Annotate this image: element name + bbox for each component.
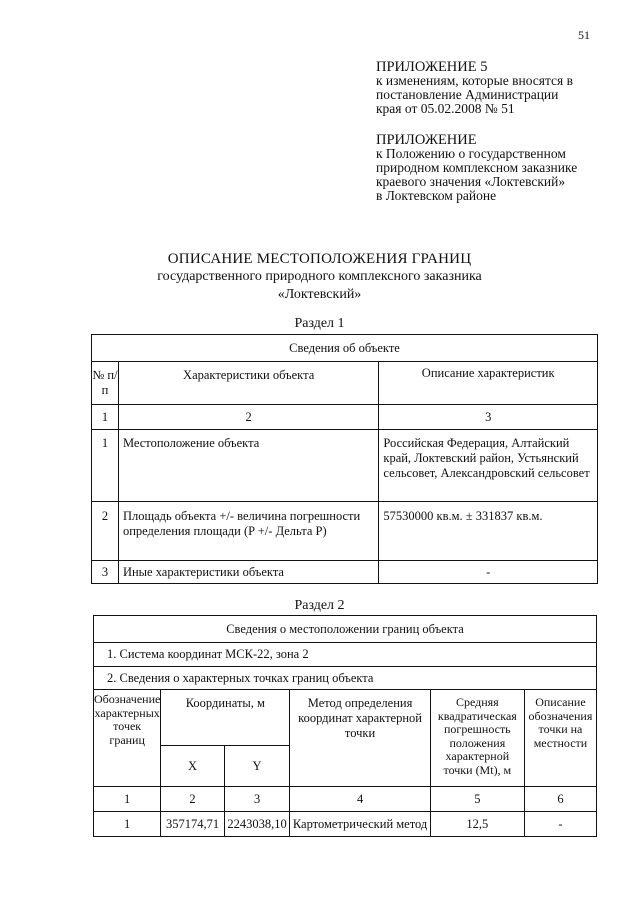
row-number: 1 [92, 430, 119, 502]
table-row [92, 502, 598, 561]
point-description: - [524, 812, 596, 837]
mean-error: 12,5 [430, 812, 524, 837]
section-2-label: Раздел 2 [294, 598, 345, 613]
annex-5-block [376, 60, 573, 116]
column-index: 2 [118, 405, 378, 430]
column-index: 1 [94, 787, 161, 812]
characteristic: Иные характеристики объекта [118, 561, 378, 584]
characteristic-value: Российская Федерация, Алтайский край, Локтевский район, Устьянский сельсовет, Александровский сельсовет [379, 430, 598, 502]
column-header-number: № п/п [92, 362, 119, 405]
characteristic-value: 57530000 кв.м. ± 331837 кв.м. [379, 502, 598, 561]
method: Картометрический метод [290, 812, 430, 837]
column-index: 2 [161, 787, 224, 812]
annex-5-heading: ПРИЛОЖЕНИЕ 5 [376, 59, 488, 75]
annex-5-line: к изменениям, которые вносятся в [376, 73, 574, 88]
annex-5-line: края от 05.02.2008 № 51 [376, 101, 515, 116]
page-number: 51 [578, 28, 590, 42]
coordinate-y: 2243038,10 [224, 812, 290, 837]
annex-line: к Положению о государственном [376, 146, 566, 161]
annex-line: природном комплексном заказнике [376, 160, 578, 175]
column-header-designation: Обозначение характерных точек границ [94, 690, 161, 787]
column-header-characteristic: Характеристики объекта [118, 362, 378, 405]
document-title: ОПИСАНИЕ МЕСТОПОЛОЖЕНИЯ ГРАНИЦ [167, 251, 472, 267]
column-header-y: Y [224, 746, 290, 787]
column-index: 4 [290, 787, 430, 812]
boundary-points-table [93, 615, 597, 837]
characteristic-value: - [379, 561, 598, 584]
column-index: 5 [430, 787, 524, 812]
document-subtitle: государственного природного комплексного заказника [157, 269, 482, 284]
point-designation: 1 [94, 812, 161, 837]
table-row [92, 430, 598, 502]
coordinate-system: 1. Система координат МСК-22, зона 2 [94, 643, 597, 667]
section-1-label: Раздел 1 [294, 316, 345, 331]
table-title: Сведения о местоположении границ объекта [94, 616, 597, 643]
annex-line: в Локтевском районе [376, 188, 497, 203]
annex-line: краевого значения «Локтевский» [376, 174, 566, 189]
characteristic: Площадь объекта +/- величина погрешности определения площади (P +/- Дельта P) [118, 502, 378, 561]
object-info-table [91, 334, 598, 584]
column-header-error: Средняя квадратическая погрешность положения характерной точки (Mt), м [430, 690, 524, 787]
column-header-point-description: Описание обозначения точки на местности [524, 690, 596, 787]
row-number: 2 [92, 502, 119, 561]
column-index: 3 [379, 405, 598, 430]
annex-block [376, 133, 577, 203]
column-header-coordinates: Координаты, м [161, 690, 290, 746]
points-heading: 2. Сведения о характерных точках границ объекта [94, 667, 597, 690]
column-header-method: Метод определения координат характерной точки [290, 690, 430, 787]
row-number: 3 [92, 561, 119, 584]
annex-heading: ПРИЛОЖЕНИЕ [376, 132, 477, 148]
reserve-name: «Локтевский» [277, 287, 362, 302]
column-index: 1 [92, 405, 119, 430]
coordinate-x: 357174,71 [161, 812, 224, 837]
column-header-description: Описание характеристик [379, 362, 598, 405]
column-index: 6 [524, 787, 596, 812]
characteristic: Местоположение объекта [118, 430, 378, 502]
column-header-x: X [161, 746, 224, 787]
annex-5-line: постановление Администрации [376, 87, 559, 102]
table-title: Сведения об объекте [92, 335, 598, 362]
column-index: 3 [224, 787, 290, 812]
table-row [94, 812, 597, 837]
table-row [92, 561, 598, 584]
